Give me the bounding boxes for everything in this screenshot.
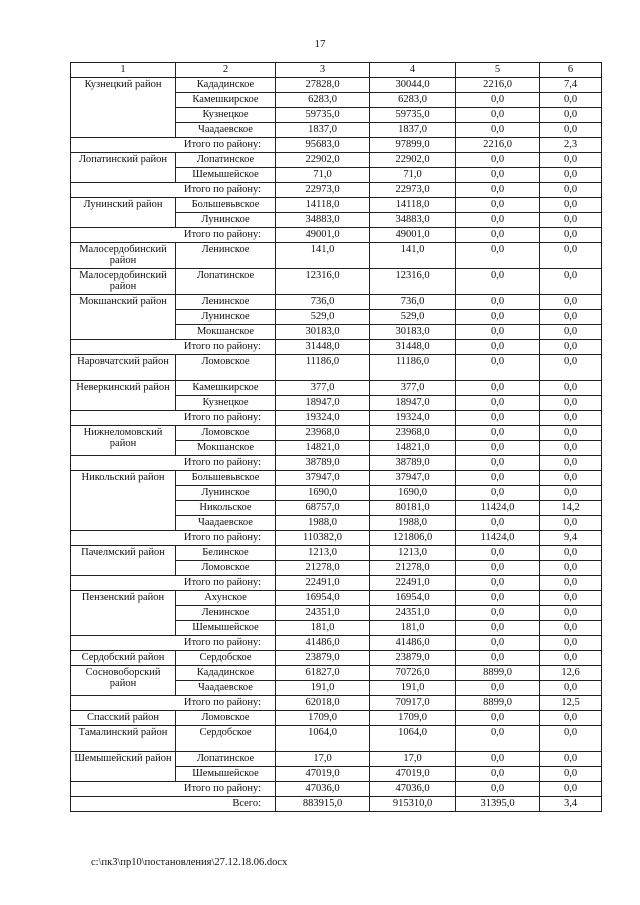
value-cell-c3: 31448,0 — [276, 340, 370, 355]
settlement-cell: Ахунское — [176, 591, 276, 606]
file-path: c:\пк3\пр10\постановления\27.12.18.06.docx — [91, 857, 288, 868]
settlement-cell: Чаадаевское — [176, 123, 276, 138]
table-row — [71, 591, 602, 606]
value-cell-c6: 0,0 — [540, 651, 602, 666]
value-cell-c6: 0,0 — [540, 123, 602, 138]
settlement-cell: Лопатинское — [176, 153, 276, 168]
value-cell-c6: 12,5 — [540, 696, 602, 711]
value-cell-c4: 49001,0 — [370, 228, 456, 243]
settlement-cell: Лопатинское — [176, 269, 276, 295]
value-cell-c5: 0,0 — [456, 471, 540, 486]
value-cell-c5: 0,0 — [456, 636, 540, 651]
value-cell-c3: 1690,0 — [276, 486, 370, 501]
settlement-cell: Кададинское — [176, 666, 276, 681]
value-cell-c4: 915310,0 — [370, 797, 456, 812]
value-cell-c3: 47019,0 — [276, 767, 370, 782]
value-cell-c4: 70726,0 — [370, 666, 456, 681]
value-cell-c6: 0,0 — [540, 168, 602, 183]
header-cell: 4 — [370, 63, 456, 78]
value-cell-c3: 736,0 — [276, 295, 370, 310]
subtotal-label: Итого по району: — [71, 531, 276, 546]
settlement-cell: Сердобское — [176, 651, 276, 666]
value-cell-c4: 37947,0 — [370, 471, 456, 486]
district-cell: Сосновоборский район — [71, 666, 176, 696]
table-row — [71, 269, 602, 295]
value-cell-c4: 71,0 — [370, 168, 456, 183]
value-cell-c4: 30183,0 — [370, 325, 456, 340]
value-cell-c6: 0,0 — [540, 486, 602, 501]
value-cell-c5: 0,0 — [456, 310, 540, 325]
value-cell-c4: 14821,0 — [370, 441, 456, 456]
table-row — [71, 153, 602, 168]
subtotal-label: Итого по району: — [71, 411, 276, 426]
table-body — [71, 78, 602, 812]
value-cell-c6: 7,4 — [540, 78, 602, 93]
value-cell-c3: 27828,0 — [276, 78, 370, 93]
value-cell-c6: 0,0 — [540, 576, 602, 591]
value-cell-c4: 1988,0 — [370, 516, 456, 531]
table-header-row — [71, 63, 602, 78]
subtotal-row — [71, 797, 602, 812]
value-cell-c6: 0,0 — [540, 782, 602, 797]
settlement-cell: Лунинское — [176, 213, 276, 228]
value-cell-c5: 0,0 — [456, 108, 540, 123]
subtotal-row — [71, 636, 602, 651]
value-cell-c6: 0,0 — [540, 93, 602, 108]
district-cell: Мокшанский район — [71, 295, 176, 340]
value-cell-c6: 12,6 — [540, 666, 602, 681]
subtotal-row — [71, 411, 602, 426]
value-cell-c6: 0,0 — [540, 269, 602, 295]
header-cell: 3 — [276, 63, 370, 78]
value-cell-c4: 191,0 — [370, 681, 456, 696]
value-cell-c5: 0,0 — [456, 576, 540, 591]
value-cell-c6: 0,0 — [540, 108, 602, 123]
value-cell-c5: 0,0 — [456, 153, 540, 168]
value-cell-c4: 14118,0 — [370, 198, 456, 213]
value-cell-c6: 0,0 — [540, 711, 602, 726]
value-cell-c3: 71,0 — [276, 168, 370, 183]
table-row — [71, 381, 602, 396]
value-cell-c5: 0,0 — [456, 651, 540, 666]
settlement-cell: Ленинское — [176, 606, 276, 621]
settlement-cell: Сердобское — [176, 726, 276, 752]
value-cell-c6: 0,0 — [540, 471, 602, 486]
subtotal-row — [71, 782, 602, 797]
subtotal-label: Итого по району: — [71, 456, 276, 471]
value-cell-c3: 68757,0 — [276, 501, 370, 516]
value-cell-c6: 0,0 — [540, 456, 602, 471]
district-cell: Сердобский район — [71, 651, 176, 666]
subtotal-label: Итого по району: — [71, 138, 276, 153]
value-cell-c4: 1709,0 — [370, 711, 456, 726]
value-cell-c3: 23879,0 — [276, 651, 370, 666]
settlement-cell: Ломовское — [176, 561, 276, 576]
table-row — [71, 666, 602, 681]
subtotal-row — [71, 183, 602, 198]
settlement-cell: Лунинское — [176, 310, 276, 325]
subtotal-label: Итого по району: — [71, 228, 276, 243]
settlement-cell: Камешкирское — [176, 93, 276, 108]
value-cell-c5: 0,0 — [456, 726, 540, 752]
value-cell-c6: 0,0 — [540, 441, 602, 456]
value-cell-c4: 1690,0 — [370, 486, 456, 501]
district-cell: Малосердобинский район — [71, 243, 176, 269]
value-cell-c4: 59735,0 — [370, 108, 456, 123]
value-cell-c4: 377,0 — [370, 381, 456, 396]
settlement-cell: Шемышейское — [176, 621, 276, 636]
value-cell-c4: 30044,0 — [370, 78, 456, 93]
value-cell-c4: 97899,0 — [370, 138, 456, 153]
value-cell-c5: 0,0 — [456, 681, 540, 696]
value-cell-c4: 6283,0 — [370, 93, 456, 108]
value-cell-c4: 141,0 — [370, 243, 456, 269]
value-cell-c5: 0,0 — [456, 396, 540, 411]
value-cell-c3: 30183,0 — [276, 325, 370, 340]
value-cell-c5: 0,0 — [456, 621, 540, 636]
value-cell-c4: 22902,0 — [370, 153, 456, 168]
value-cell-c4: 181,0 — [370, 621, 456, 636]
district-cell: Кузнецкий район — [71, 78, 176, 138]
value-cell-c4: 736,0 — [370, 295, 456, 310]
value-cell-c6: 0,0 — [540, 198, 602, 213]
value-cell-c3: 529,0 — [276, 310, 370, 325]
value-cell-c5: 0,0 — [456, 426, 540, 441]
value-cell-c3: 22491,0 — [276, 576, 370, 591]
table-row — [71, 726, 602, 752]
value-cell-c3: 38789,0 — [276, 456, 370, 471]
subtotal-row — [71, 696, 602, 711]
table-row — [71, 198, 602, 213]
value-cell-c3: 61827,0 — [276, 666, 370, 681]
value-cell-c3: 18947,0 — [276, 396, 370, 411]
value-cell-c6: 0,0 — [540, 396, 602, 411]
settlement-cell: Лунинское — [176, 486, 276, 501]
value-cell-c6: 0,0 — [540, 228, 602, 243]
subtotal-label: Итого по району: — [71, 782, 276, 797]
value-cell-c3: 19324,0 — [276, 411, 370, 426]
value-cell-c6: 0,0 — [540, 606, 602, 621]
district-cell: Шемышейский район — [71, 752, 176, 782]
settlement-cell: Ломовское — [176, 711, 276, 726]
value-cell-c4: 121806,0 — [370, 531, 456, 546]
value-cell-c6: 0,0 — [540, 295, 602, 310]
value-cell-c5: 0,0 — [456, 381, 540, 396]
value-cell-c6: 0,0 — [540, 340, 602, 355]
value-cell-c3: 17,0 — [276, 752, 370, 767]
value-cell-c5: 0,0 — [456, 591, 540, 606]
value-cell-c3: 1709,0 — [276, 711, 370, 726]
value-cell-c3: 6283,0 — [276, 93, 370, 108]
value-cell-c6: 0,0 — [540, 621, 602, 636]
district-cell: Лунинский район — [71, 198, 176, 228]
table-row — [71, 471, 602, 486]
value-cell-c3: 1988,0 — [276, 516, 370, 531]
value-cell-c4: 24351,0 — [370, 606, 456, 621]
value-cell-c6: 0,0 — [540, 243, 602, 269]
value-cell-c6: 0,0 — [540, 411, 602, 426]
value-cell-c5: 0,0 — [456, 325, 540, 340]
subtotal-row — [71, 531, 602, 546]
table-row — [71, 355, 602, 381]
value-cell-c3: 883915,0 — [276, 797, 370, 812]
subtotal-row — [71, 576, 602, 591]
subtotal-row — [71, 340, 602, 355]
settlement-cell: Камешкирское — [176, 381, 276, 396]
value-cell-c4: 31448,0 — [370, 340, 456, 355]
value-cell-c5: 0,0 — [456, 198, 540, 213]
subtotal-label: Всего: — [71, 797, 276, 812]
value-cell-c5: 0,0 — [456, 243, 540, 269]
table-row — [71, 546, 602, 561]
value-cell-c4: 1837,0 — [370, 123, 456, 138]
value-cell-c6: 0,0 — [540, 561, 602, 576]
value-cell-c5: 0,0 — [456, 767, 540, 782]
subtotal-label: Итого по району: — [71, 340, 276, 355]
value-cell-c4: 1064,0 — [370, 726, 456, 752]
value-cell-c3: 34883,0 — [276, 213, 370, 228]
value-cell-c6: 0,0 — [540, 310, 602, 325]
value-cell-c5: 0,0 — [456, 295, 540, 310]
value-cell-c6: 9,4 — [540, 531, 602, 546]
value-cell-c4: 12316,0 — [370, 269, 456, 295]
value-cell-c5: 0,0 — [456, 340, 540, 355]
settlement-cell: Шемышейское — [176, 767, 276, 782]
value-cell-c4: 34883,0 — [370, 213, 456, 228]
value-cell-c5: 0,0 — [456, 782, 540, 797]
value-cell-c5: 0,0 — [456, 516, 540, 531]
value-cell-c4: 18947,0 — [370, 396, 456, 411]
value-cell-c5: 0,0 — [456, 411, 540, 426]
value-cell-c3: 14118,0 — [276, 198, 370, 213]
settlement-cell: Мокшанское — [176, 325, 276, 340]
table-row — [71, 78, 602, 93]
district-cell: Тамалинский район — [71, 726, 176, 752]
value-cell-c4: 22973,0 — [370, 183, 456, 198]
value-cell-c6: 0,0 — [540, 426, 602, 441]
settlement-cell: Кузнецкое — [176, 396, 276, 411]
value-cell-c6: 0,0 — [540, 591, 602, 606]
settlement-cell: Чаадаевское — [176, 681, 276, 696]
district-cell: Никольский район — [71, 471, 176, 531]
value-cell-c5: 8899,0 — [456, 666, 540, 681]
value-cell-c6: 0,0 — [540, 752, 602, 767]
subtotal-label: Итого по району: — [71, 636, 276, 651]
district-cell: Спасский район — [71, 711, 176, 726]
value-cell-c3: 22902,0 — [276, 153, 370, 168]
table-row — [71, 711, 602, 726]
value-cell-c4: 17,0 — [370, 752, 456, 767]
settlement-cell: Никольское — [176, 501, 276, 516]
settlement-cell: Кузнецкое — [176, 108, 276, 123]
page-number: 17 — [314, 38, 326, 50]
value-cell-c5: 0,0 — [456, 168, 540, 183]
settlement-cell: Ломовское — [176, 426, 276, 441]
value-cell-c3: 22973,0 — [276, 183, 370, 198]
value-cell-c6: 0,0 — [540, 381, 602, 396]
value-cell-c6: 0,0 — [540, 325, 602, 340]
table-row — [71, 243, 602, 269]
value-cell-c4: 19324,0 — [370, 411, 456, 426]
value-cell-c3: 181,0 — [276, 621, 370, 636]
value-cell-c3: 377,0 — [276, 381, 370, 396]
value-cell-c3: 47036,0 — [276, 782, 370, 797]
value-cell-c5: 0,0 — [456, 711, 540, 726]
value-cell-c3: 16954,0 — [276, 591, 370, 606]
value-cell-c3: 12316,0 — [276, 269, 370, 295]
settlement-cell: Ленинское — [176, 243, 276, 269]
value-cell-c3: 1213,0 — [276, 546, 370, 561]
district-cell: Пензенский район — [71, 591, 176, 636]
value-cell-c3: 191,0 — [276, 681, 370, 696]
value-cell-c5: 11424,0 — [456, 501, 540, 516]
value-cell-c5: 0,0 — [456, 183, 540, 198]
value-cell-c6: 0,0 — [540, 767, 602, 782]
value-cell-c4: 47036,0 — [370, 782, 456, 797]
value-cell-c4: 80181,0 — [370, 501, 456, 516]
value-cell-c4: 23968,0 — [370, 426, 456, 441]
value-cell-c6: 3,4 — [540, 797, 602, 812]
value-cell-c3: 21278,0 — [276, 561, 370, 576]
value-cell-c3: 37947,0 — [276, 471, 370, 486]
settlement-cell: Кададинское — [176, 78, 276, 93]
value-cell-c4: 11186,0 — [370, 355, 456, 381]
value-cell-c5: 0,0 — [456, 441, 540, 456]
value-cell-c6: 0,0 — [540, 153, 602, 168]
value-cell-c5: 0,0 — [456, 213, 540, 228]
settlement-cell: Ломовское — [176, 355, 276, 381]
value-cell-c3: 110382,0 — [276, 531, 370, 546]
settlement-cell: Чаадаевское — [176, 516, 276, 531]
value-cell-c3: 1064,0 — [276, 726, 370, 752]
value-cell-c6: 0,0 — [540, 546, 602, 561]
value-cell-c3: 62018,0 — [276, 696, 370, 711]
value-cell-c3: 1837,0 — [276, 123, 370, 138]
subtotal-row — [71, 456, 602, 471]
value-cell-c5: 11424,0 — [456, 531, 540, 546]
settlement-cell: Большевьвское — [176, 198, 276, 213]
value-cell-c6: 0,0 — [540, 636, 602, 651]
settlement-cell: Лопатинское — [176, 752, 276, 767]
value-cell-c4: 38789,0 — [370, 456, 456, 471]
value-cell-c5: 2216,0 — [456, 78, 540, 93]
value-cell-c6: 0,0 — [540, 516, 602, 531]
value-cell-c4: 47019,0 — [370, 767, 456, 782]
value-cell-c5: 0,0 — [456, 546, 540, 561]
table-row — [71, 651, 602, 666]
value-cell-c5: 8899,0 — [456, 696, 540, 711]
value-cell-c3: 41486,0 — [276, 636, 370, 651]
value-cell-c3: 11186,0 — [276, 355, 370, 381]
value-cell-c5: 0,0 — [456, 456, 540, 471]
settlement-cell: Ленинское — [176, 295, 276, 310]
value-cell-c3: 95683,0 — [276, 138, 370, 153]
allocation-table — [70, 62, 602, 812]
value-cell-c3: 23968,0 — [276, 426, 370, 441]
table-row — [71, 752, 602, 767]
district-cell: Нижнеломовский район — [71, 426, 176, 456]
value-cell-c5: 0,0 — [456, 93, 540, 108]
settlement-cell: Мокшанское — [176, 441, 276, 456]
value-cell-c5: 31395,0 — [456, 797, 540, 812]
district-cell: Неверкинский район — [71, 381, 176, 411]
value-cell-c5: 0,0 — [456, 561, 540, 576]
value-cell-c3: 14821,0 — [276, 441, 370, 456]
value-cell-c4: 529,0 — [370, 310, 456, 325]
table-row — [71, 426, 602, 441]
subtotal-row — [71, 228, 602, 243]
district-cell: Малосердобинский район — [71, 269, 176, 295]
value-cell-c6: 14,2 — [540, 501, 602, 516]
value-cell-c5: 0,0 — [456, 228, 540, 243]
header-cell: 6 — [540, 63, 602, 78]
subtotal-row — [71, 138, 602, 153]
value-cell-c6: 0,0 — [540, 213, 602, 228]
district-cell: Лопатинский район — [71, 153, 176, 183]
subtotal-label: Итого по району: — [71, 576, 276, 591]
settlement-cell: Шемышейское — [176, 168, 276, 183]
value-cell-c4: 22491,0 — [370, 576, 456, 591]
value-cell-c5: 0,0 — [456, 486, 540, 501]
district-cell: Пачелмский район — [71, 546, 176, 576]
value-cell-c4: 41486,0 — [370, 636, 456, 651]
value-cell-c5: 0,0 — [456, 269, 540, 295]
table-row — [71, 295, 602, 310]
header-cell: 2 — [176, 63, 276, 78]
settlement-cell: Белинское — [176, 546, 276, 561]
value-cell-c6: 0,0 — [540, 681, 602, 696]
value-cell-c3: 141,0 — [276, 243, 370, 269]
subtotal-label: Итого по району: — [71, 696, 276, 711]
settlement-cell: Большевьвское — [176, 471, 276, 486]
subtotal-label: Итого по району: — [71, 183, 276, 198]
value-cell-c4: 23879,0 — [370, 651, 456, 666]
header-cell: 5 — [456, 63, 540, 78]
value-cell-c3: 24351,0 — [276, 606, 370, 621]
value-cell-c5: 0,0 — [456, 606, 540, 621]
header-cell: 1 — [71, 63, 176, 78]
value-cell-c4: 21278,0 — [370, 561, 456, 576]
value-cell-c5: 2216,0 — [456, 138, 540, 153]
value-cell-c6: 0,0 — [540, 355, 602, 381]
value-cell-c5: 0,0 — [456, 355, 540, 381]
value-cell-c4: 70917,0 — [370, 696, 456, 711]
value-cell-c5: 0,0 — [456, 752, 540, 767]
value-cell-c5: 0,0 — [456, 123, 540, 138]
value-cell-c4: 1213,0 — [370, 546, 456, 561]
value-cell-c3: 59735,0 — [276, 108, 370, 123]
value-cell-c3: 49001,0 — [276, 228, 370, 243]
value-cell-c6: 0,0 — [540, 726, 602, 752]
value-cell-c6: 0,0 — [540, 183, 602, 198]
district-cell: Наровчатский район — [71, 355, 176, 381]
value-cell-c6: 2,3 — [540, 138, 602, 153]
value-cell-c4: 16954,0 — [370, 591, 456, 606]
